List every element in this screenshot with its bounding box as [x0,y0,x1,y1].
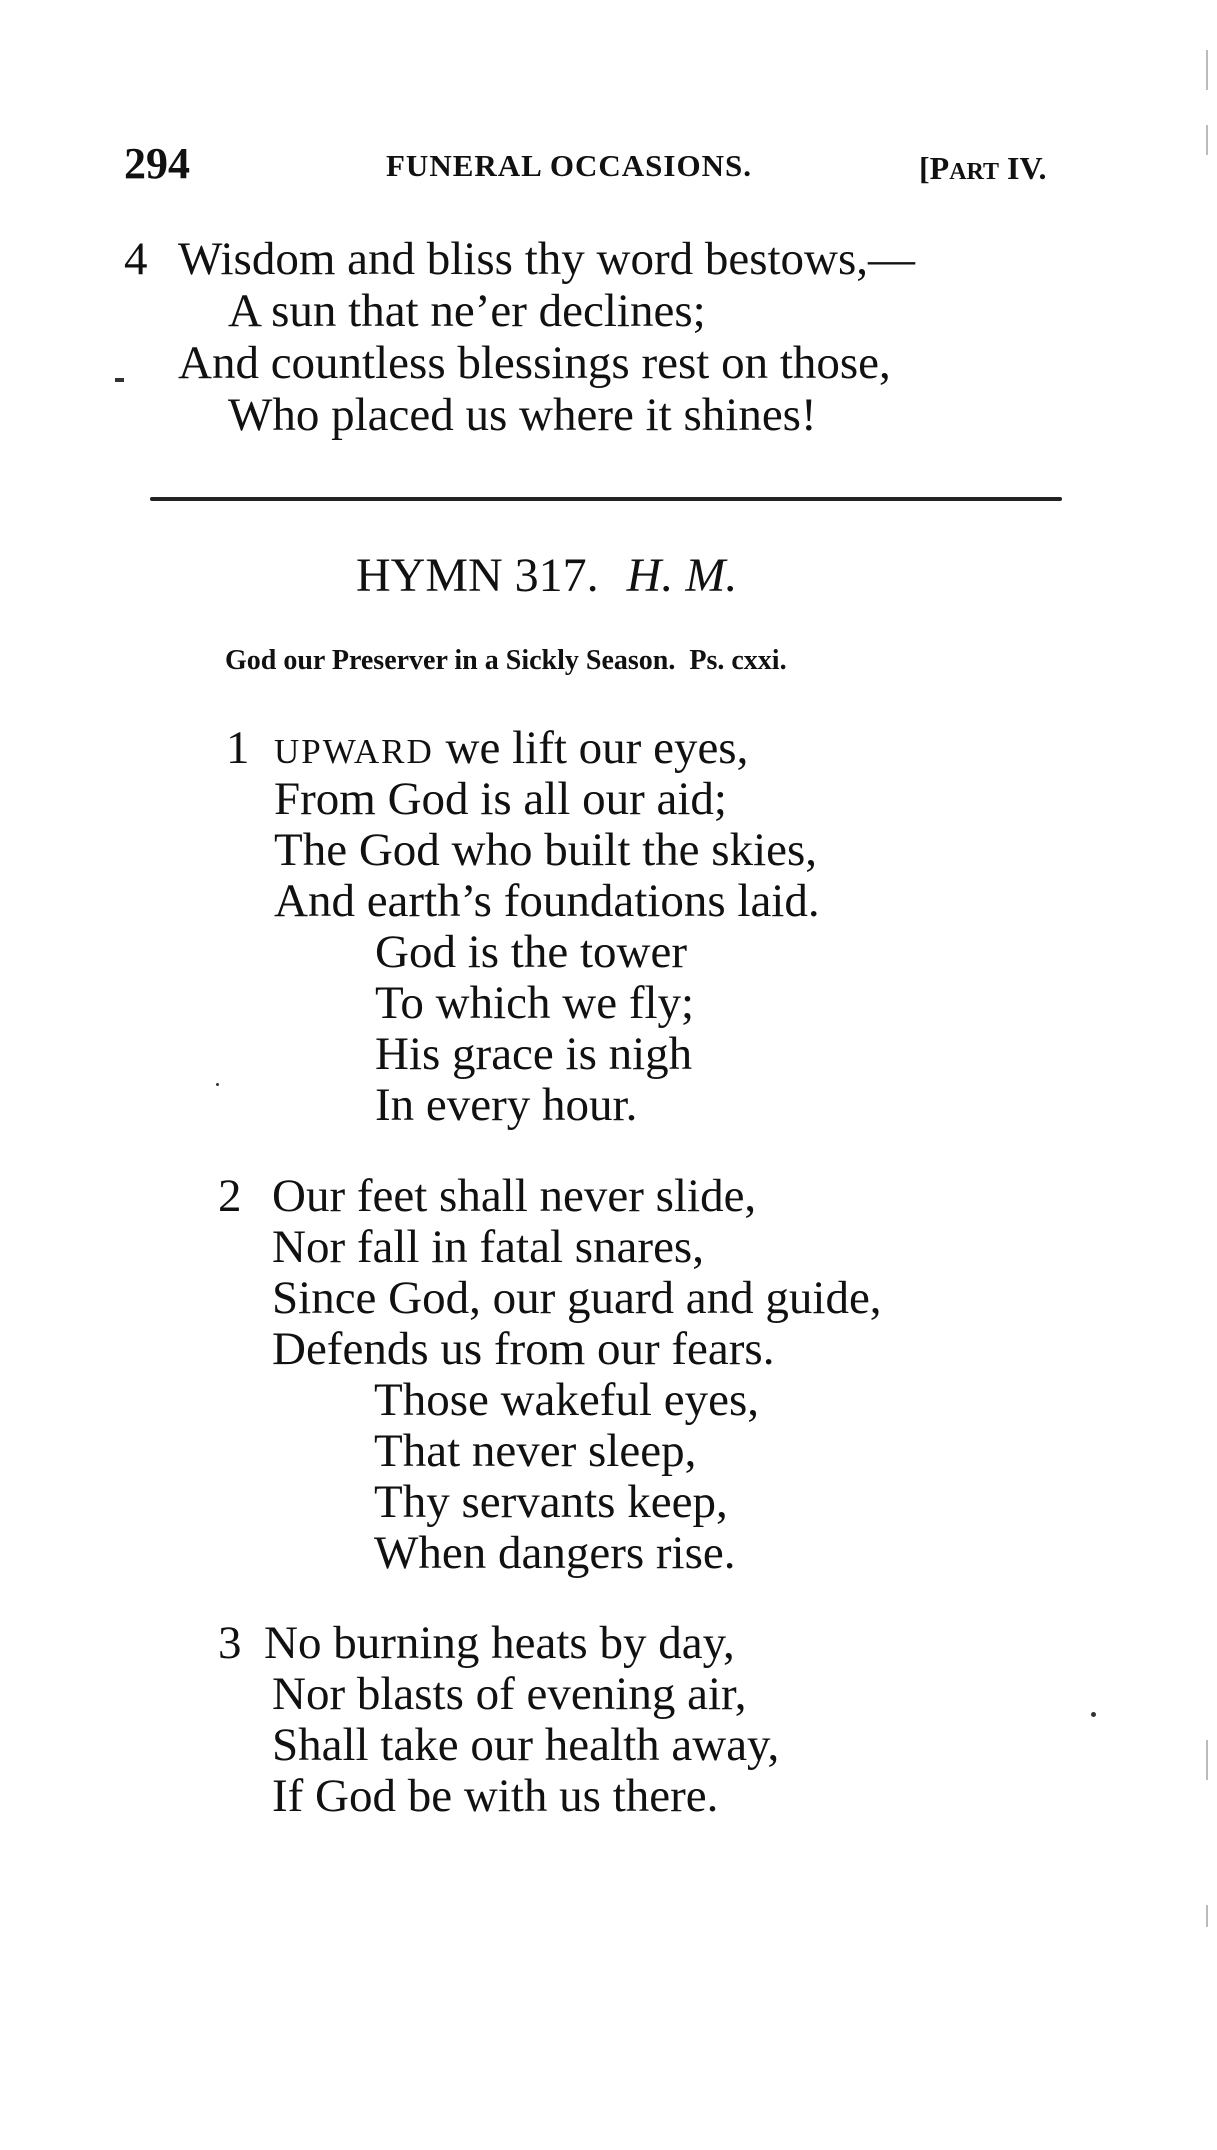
verse-line: In every hour. [375,1079,638,1131]
verse-line: No burning heats by day, [264,1617,735,1669]
verse-number: 4 [124,233,148,285]
verse-line: And earth’s foundations laid. [274,875,820,927]
verse-line: Thy servants keep, [374,1476,728,1528]
hymn-title: HYMN 317. H. M. [356,549,738,602]
verse-line: That never sleep, [374,1425,697,1477]
verse-line: Nor blasts of evening air, [272,1668,747,1720]
verse-number: 1 [226,722,250,774]
verse-number: 2 [218,1170,242,1222]
page-header [124,138,1084,188]
verse-line: Those wakeful eyes, [374,1374,759,1426]
verse-line: Defends us from our fears. [272,1323,775,1375]
section-divider-rule [150,497,1062,501]
part-label: [PART IV. [919,150,1047,186]
verse-line: God is the tower [375,926,687,978]
verse-line: Our feet shall never slide, [272,1170,757,1222]
page-number: 294 [124,139,190,188]
page-edge-mark [1206,1905,1208,1927]
running-head: FUNERAL OCCASIONS. [386,148,752,183]
ink-speck [216,1083,219,1086]
page-edge-mark [1206,50,1208,90]
verse-line: To which we fly; [375,977,695,1029]
verse-line: Wisdom and bliss thy word bestows,— [178,233,916,285]
verse-line: Since God, our guard and guide, [272,1272,882,1324]
page-edge-mark [1206,125,1208,155]
verse-line: UPWARD we lift our eyes, [274,722,749,774]
verse-number: 3 [218,1617,242,1669]
verse-line: A sun that ne’er declines; [228,285,706,337]
verse-line: His grace is nigh [375,1028,693,1080]
verse-line: Who placed us where it shines! [228,389,817,441]
verse-line: If God be with us there. [272,1770,719,1822]
verse-line: Shall take our health away, [272,1719,780,1771]
psalm-reference: Ps. cxxi. [689,645,787,676]
verse-line: From God is all our aid; [274,773,727,825]
verse-line: Nor fall in fatal snares, [272,1221,704,1273]
ink-speck [1091,1712,1096,1717]
verse-line: And countless blessings rest on those, [178,337,891,389]
verse-line: The God who built the skies, [274,824,818,876]
verse-line: When dangers rise. [374,1527,736,1579]
ink-speck [115,378,124,382]
hymn-subtitle: God our Preserver in a Sickly Season. Ps. cxxi. [225,645,787,676]
page-edge-mark [1206,1740,1208,1780]
hymn-meter: H. M. [626,549,738,602]
